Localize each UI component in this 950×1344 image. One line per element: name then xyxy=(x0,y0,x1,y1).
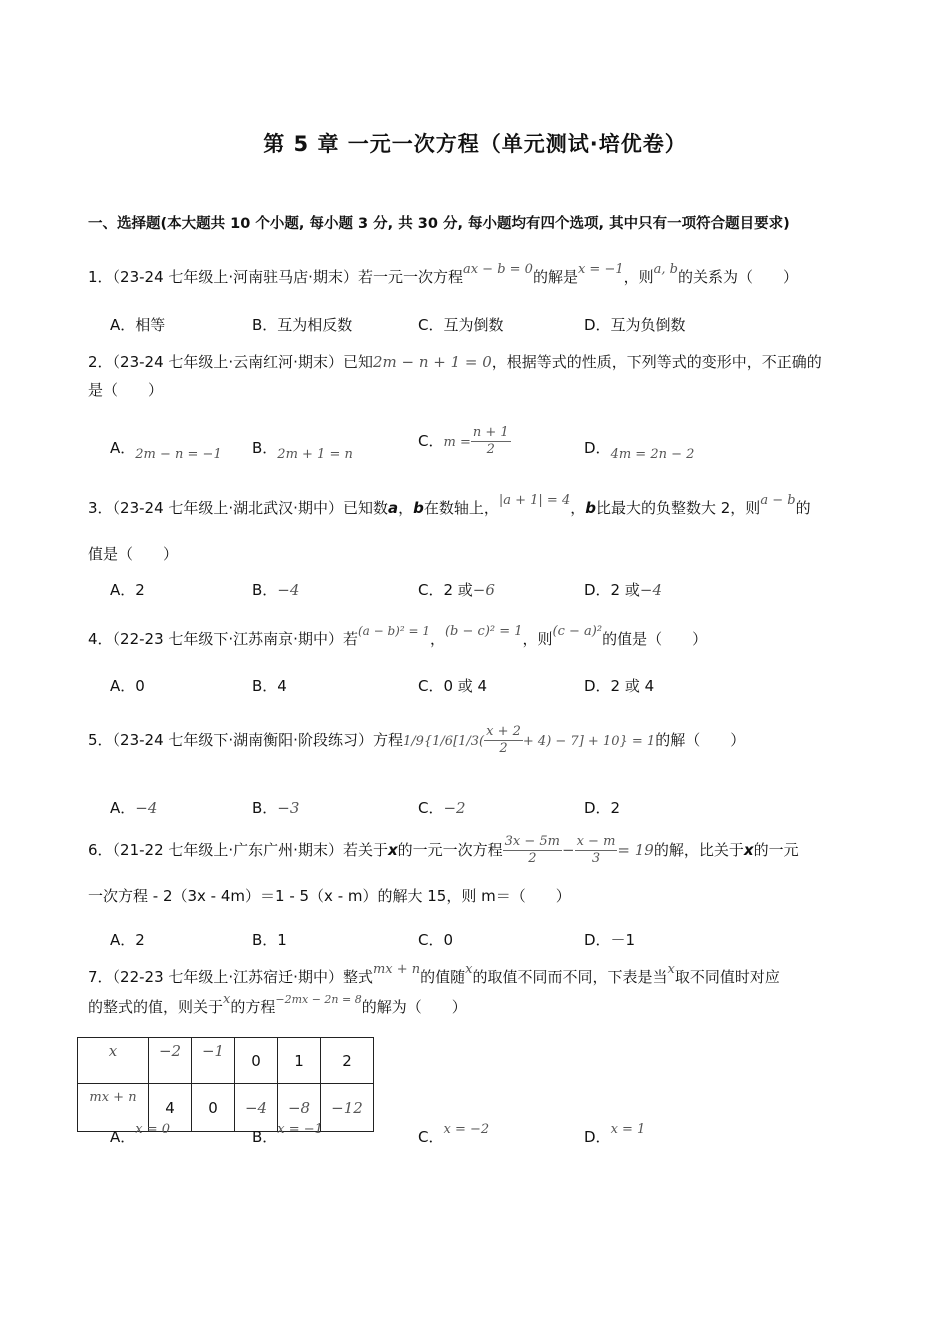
table-cell: 0 xyxy=(192,1084,235,1132)
option-label: B． xyxy=(252,581,278,599)
question-7-options xyxy=(110,1122,870,1150)
question-text: 的值是（ ） xyxy=(602,630,708,648)
option-label: B． xyxy=(252,799,278,817)
question-number: 6． xyxy=(88,841,113,859)
question-text: 比最大的负整数大 2，则 xyxy=(596,499,761,517)
option-label: B． xyxy=(252,439,278,457)
expression: (c − a)² xyxy=(552,624,603,639)
table-row xyxy=(78,1084,374,1132)
option-math: x = 1 xyxy=(610,1122,646,1137)
option-c[interactable]: C．0 或 4 xyxy=(418,677,488,695)
question-text: 的解为（ ） xyxy=(361,998,467,1016)
option-d[interactable] xyxy=(584,437,695,462)
numerator: 3x − 5m xyxy=(504,834,561,849)
option-math: 4m = 2n − 2 xyxy=(610,447,695,462)
question-text: （22-23 七年级上·江苏宿迁·期中）整式 xyxy=(112,968,373,986)
table-row xyxy=(78,1038,374,1084)
option-math: −4 xyxy=(639,581,662,599)
fraction xyxy=(484,724,523,757)
question-text: 的解，比关于 xyxy=(653,841,744,859)
section-heading: 一、选择题(本大题共 10 个小题, 每小题 3 分, 共 30 分, 每小题均有四个选项, 其中只有一项符合题目要求) xyxy=(88,216,790,232)
option-a[interactable]: A．2 xyxy=(110,581,145,599)
question-1-options xyxy=(110,314,870,338)
question-text: 的解是 xyxy=(532,268,578,286)
variable-x: x xyxy=(387,841,398,859)
expression: mx + n xyxy=(372,962,421,977)
option-d[interactable]: D．互为负倒数 xyxy=(584,316,686,334)
table-cell: 4 xyxy=(149,1084,192,1132)
option-d[interactable]: D．2 xyxy=(584,799,621,817)
variable-b: b xyxy=(585,499,596,517)
question-text: 的值随 xyxy=(420,968,466,986)
option-label: D． xyxy=(584,1128,611,1146)
option-a[interactable]: A．相等 xyxy=(110,316,166,334)
question-5-options xyxy=(110,797,870,821)
option-math: 2m + 1 = n xyxy=(277,447,353,462)
option-math: −4 xyxy=(135,799,158,817)
question-text: 的解（ ） xyxy=(655,731,746,749)
question-text: （23-24 七年级下·湖南衡阳·阶段练习）方程 xyxy=(112,731,403,749)
question-number: 4． xyxy=(88,630,113,648)
option-b[interactable]: B．1 xyxy=(252,931,287,949)
question-6-options xyxy=(110,929,870,953)
question-number: 1． xyxy=(88,268,113,286)
numerator: x − m xyxy=(576,834,616,849)
fraction xyxy=(503,834,562,867)
question-2 xyxy=(88,348,868,404)
equation: 2m − n + 1 = 0 xyxy=(372,353,492,371)
option-label: C． xyxy=(418,799,444,817)
option-c[interactable] xyxy=(418,797,466,818)
option-c[interactable]: C．互为倒数 xyxy=(418,316,504,334)
table-cell: 1 xyxy=(278,1038,321,1084)
operator: − xyxy=(562,841,575,859)
question-text: 的 xyxy=(795,499,811,517)
values-table xyxy=(77,1037,374,1132)
abs-equation: |a + 1| = 4 xyxy=(498,493,571,508)
option-a[interactable] xyxy=(110,1122,171,1147)
question-3 xyxy=(88,493,868,563)
question-7 xyxy=(88,963,868,1023)
option-math: x = −2 xyxy=(443,1122,490,1137)
question-text: 取不同值时对应 xyxy=(674,968,780,986)
option-label: A． xyxy=(110,1128,136,1146)
numerator: x + 2 xyxy=(486,724,521,739)
question-text: （21-22 七年级上·广东广州·期末）若关于 xyxy=(112,841,388,859)
question-text: 一次方程 - 2（3x - 4m）＝1 - 5（x - m）的解大 15，则 m＝（ ） xyxy=(88,887,571,905)
table-cell: 2 xyxy=(321,1038,374,1084)
question-text: ，则 xyxy=(522,630,553,648)
option-d[interactable] xyxy=(584,1122,646,1147)
question-4 xyxy=(88,625,868,655)
question-text: （23-24 七年级上·云南红河·期末）已知 xyxy=(112,353,373,371)
option-d[interactable]: D．－1 xyxy=(584,931,636,949)
question-number: 3． xyxy=(88,499,113,517)
question-text: ，则 xyxy=(623,268,654,286)
denominator: 2 xyxy=(528,851,537,866)
question-text: ， xyxy=(429,630,445,648)
question-text: ， xyxy=(570,499,586,517)
option-b[interactable]: B．4 xyxy=(252,677,287,695)
equation: (b − c)² = 1 xyxy=(444,624,523,639)
expression: a − b xyxy=(760,493,796,508)
denominator: 3 xyxy=(591,851,601,866)
question-1 xyxy=(88,263,868,293)
question-text: ，根据等式的性质，下列等式的变形中，不正确的 xyxy=(491,353,822,371)
option-label: A． xyxy=(110,799,136,817)
option-a[interactable] xyxy=(110,797,157,818)
question-2-options xyxy=(110,425,870,467)
variables: a, b xyxy=(653,262,678,277)
option-math: m = xyxy=(443,435,471,450)
fraction xyxy=(575,834,618,867)
variable-x: x xyxy=(223,992,231,1007)
option-a[interactable]: A．2 xyxy=(110,931,145,949)
question-number: 2． xyxy=(88,353,113,371)
option-d[interactable]: D．2 或 4 xyxy=(584,677,655,695)
numerator: n + 1 xyxy=(472,425,509,440)
table-cell: −12 xyxy=(321,1084,374,1132)
table-cell: −1 xyxy=(192,1038,235,1084)
question-number: 7． xyxy=(88,968,113,986)
option-b[interactable] xyxy=(252,437,353,462)
question-text: （23-24 七年级上·湖北武汉·期中）已知数 xyxy=(112,499,388,517)
variable-b: b xyxy=(413,499,424,517)
equation-part: 1/9{1/6[1/3( xyxy=(402,734,485,749)
option-c[interactable]: C．0 xyxy=(418,931,454,949)
fraction xyxy=(471,425,511,458)
option-math: −2 xyxy=(443,799,466,817)
option-label: C． xyxy=(418,1128,444,1146)
option-a[interactable] xyxy=(110,437,222,462)
question-text: （23-24 七年级上·河南驻马店·期末）若一元一次方程 xyxy=(112,268,463,286)
question-5 xyxy=(88,724,868,757)
question-text: 的一元 xyxy=(753,841,799,859)
question-number: 5． xyxy=(88,731,113,749)
equation: ax − b = 0 xyxy=(462,262,533,277)
question-text: 的一元一次方程 xyxy=(397,841,503,859)
option-label: C．2 或 xyxy=(418,581,473,599)
option-label: A． xyxy=(110,439,136,457)
option-a[interactable]: A．0 xyxy=(110,677,145,695)
question-text: 的关系为（ ） xyxy=(677,268,798,286)
option-c[interactable] xyxy=(418,579,495,600)
equation: −2mx − 2n = 8 xyxy=(275,993,362,1006)
question-text: 的方程 xyxy=(230,998,276,1016)
denominator: 2 xyxy=(499,741,508,756)
variable-x: x xyxy=(743,841,754,859)
option-label: D． xyxy=(584,439,611,457)
denominator: 2 xyxy=(486,442,495,457)
option-b[interactable] xyxy=(252,797,299,818)
option-label: B． xyxy=(252,1128,278,1146)
table-cell: mx + n xyxy=(78,1084,149,1132)
question-text: 在数轴上， xyxy=(423,499,499,517)
question-text: （22-23 七年级下·江苏南京·期中）若 xyxy=(112,630,358,648)
question-text: ， xyxy=(398,499,414,517)
question-text: 值是（ ） xyxy=(88,545,179,563)
variable-x: x xyxy=(667,962,675,977)
variable-a: a xyxy=(387,499,399,517)
option-math: 2m − n = −1 xyxy=(135,447,222,462)
option-b[interactable] xyxy=(252,579,299,600)
question-6 xyxy=(88,834,868,905)
variable-x: x xyxy=(465,962,473,977)
option-d[interactable] xyxy=(584,579,662,600)
option-c[interactable] xyxy=(418,1122,490,1147)
option-b[interactable] xyxy=(252,1122,323,1147)
equation-rhs: = 19 xyxy=(617,841,654,859)
equation: (a − b)² = 1 xyxy=(357,624,430,638)
question-text: 的取值不同而不同，下表是当 xyxy=(472,968,668,986)
table-cell: −4 xyxy=(235,1084,278,1132)
question-3-options xyxy=(110,579,870,603)
option-math: −6 xyxy=(472,581,495,599)
option-math: x = 0 xyxy=(135,1122,171,1137)
equation-part: + 4) − 7] + 10} = 1 xyxy=(522,734,656,749)
option-b[interactable]: B．互为相反数 xyxy=(252,316,353,334)
option-label: C． xyxy=(418,432,444,450)
option-math: −3 xyxy=(277,799,300,817)
option-c[interactable] xyxy=(418,425,511,458)
option-math: −4 xyxy=(277,581,300,599)
table-cell: −8 xyxy=(278,1084,321,1132)
question-text: 是（ ） xyxy=(88,381,164,399)
question-text: 的整式的值，则关于 xyxy=(88,998,224,1016)
table-cell: −2 xyxy=(149,1038,192,1084)
solution-value: x = −1 xyxy=(577,262,624,277)
table-cell: 0 xyxy=(235,1038,278,1084)
page-title: 第 5 章 一元一次方程（单元测试·培优卷） xyxy=(263,132,687,156)
question-4-options xyxy=(110,675,870,699)
table-cell: x xyxy=(78,1038,149,1084)
option-label: D．2 或 xyxy=(584,581,640,599)
option-math: x = −1 xyxy=(277,1122,323,1137)
